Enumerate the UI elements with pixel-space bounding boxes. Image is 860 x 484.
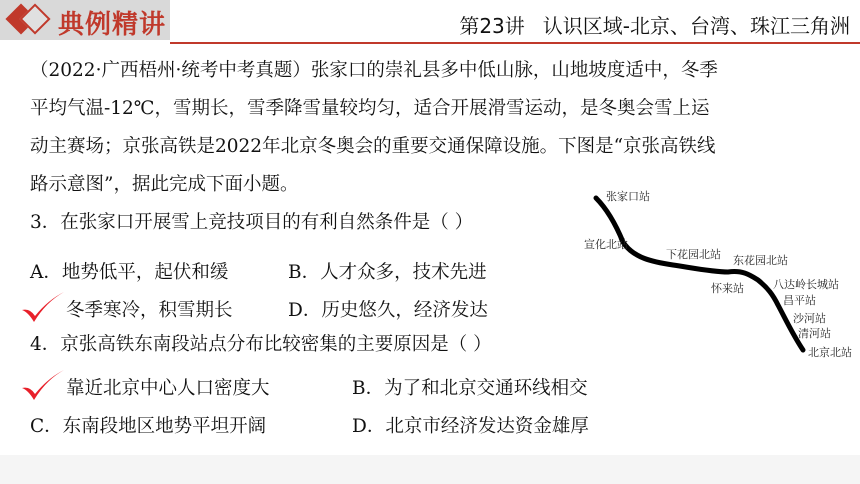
question-4-stem: 4．京张高铁东南段站点分布比较密集的主要原因是（ ）: [30, 334, 492, 355]
passage-line-1: （2022·广西梧州·统考中考真题）张家口的崇礼县多中低山脉，山地坡度适中，冬季: [30, 60, 718, 81]
railway-line: [596, 198, 803, 350]
station-label: 八达岭长城站: [773, 278, 839, 291]
station-label: 沙河站: [793, 312, 826, 325]
q3-option-d[interactable]: D．历史悠久，经济发达: [288, 300, 488, 321]
railway-route-map: [578, 180, 860, 370]
q4-option-a[interactable]: 靠近北京中心人口密度大: [66, 378, 270, 399]
q3-option-c[interactable]: 冬季寒冷，积雪期长: [66, 300, 233, 321]
station-label: 昌平站: [783, 294, 816, 307]
station-label: 怀来站: [711, 282, 744, 295]
station-label: 清河站: [798, 327, 831, 340]
lecture-heading: [459, 10, 850, 39]
section-title: 典例精讲: [58, 10, 167, 40]
question-3-stem: 3．在张家口开展雪上竞技项目的有利自然条件是（ ）: [30, 212, 474, 233]
q3-option-a[interactable]: A．地势低平，起伏和缓: [30, 262, 229, 283]
q4-option-d[interactable]: D．北京市经济发达资金雄厚: [352, 416, 589, 437]
q4-option-b[interactable]: B．为了和北京交通环线相交: [352, 378, 588, 399]
footer-band: [0, 455, 860, 484]
q4-option-c[interactable]: C．东南段地区地势平坦开阔: [30, 416, 267, 437]
station-label: 下花园北站: [666, 248, 721, 261]
lecture-title: 认识区域-北京、台湾、珠江三角洲: [542, 14, 850, 38]
checkmark-icon: [18, 368, 68, 404]
header-rule: [170, 42, 860, 44]
lecture-number: 第23讲: [459, 14, 525, 38]
header: [0, 0, 860, 46]
q3-option-b[interactable]: B．人才众多，技术先进: [288, 262, 487, 283]
checkmark-icon: [18, 290, 68, 326]
station-label: 北京北站: [808, 346, 852, 359]
station-label: 宣化北站: [584, 238, 628, 251]
station-label: 东花园北站: [733, 254, 788, 267]
passage-line-3: 动主赛场；京张高铁是2022年北京冬奥会的重要交通保障设施。下图是“京张高铁线: [30, 136, 716, 157]
passage-line-4: 路示意图”，据此完成下面小题。: [30, 174, 299, 195]
passage-line-2: 平均气温-12℃，雪期长，雪季降雪量较均匀，适合开展滑雪运动，是冬奥会雪上运: [30, 98, 710, 119]
station-label: 张家口站: [606, 190, 650, 203]
